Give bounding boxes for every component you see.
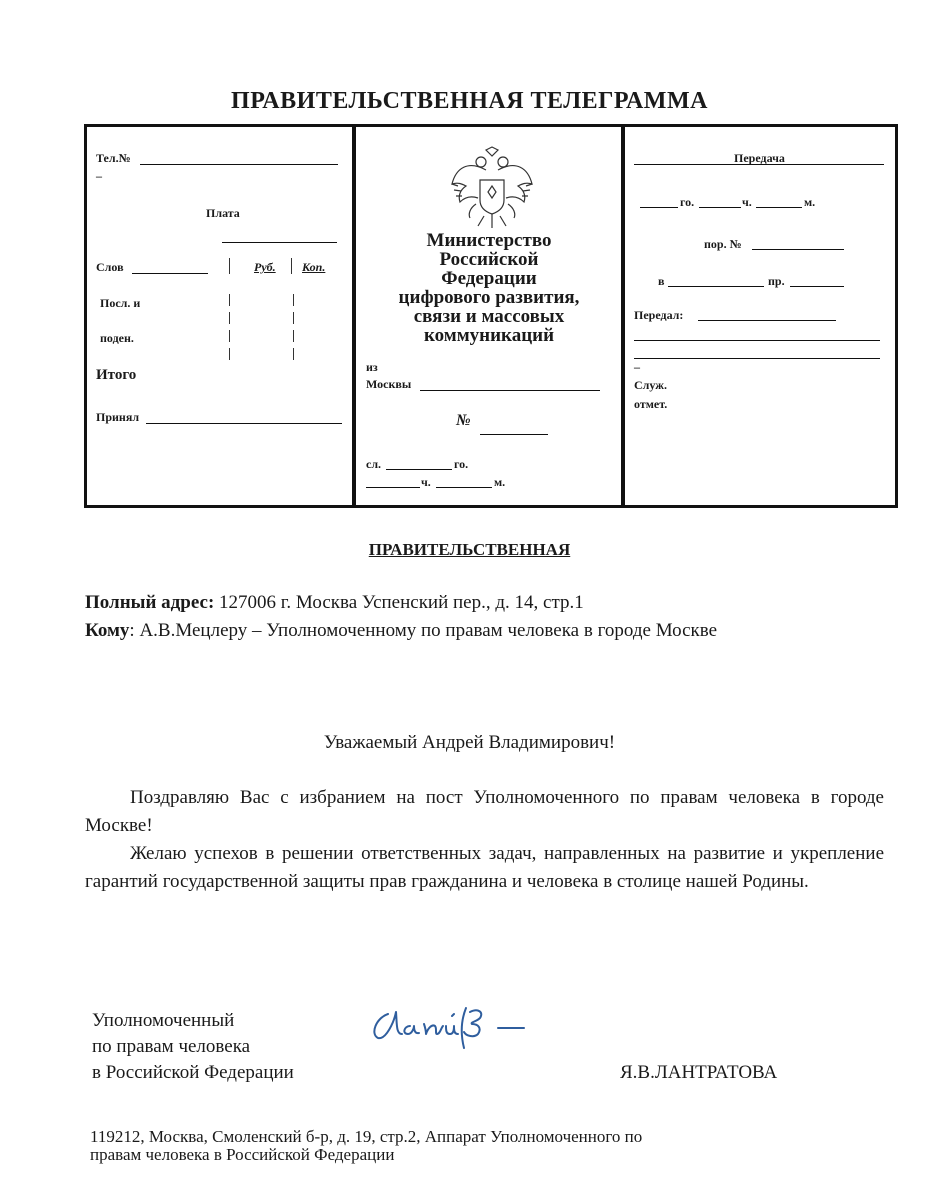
ministry-line: Российской bbox=[439, 249, 539, 270]
footer-line: правам человека в Российской Федерации bbox=[90, 1145, 395, 1164]
posl-label: Посл. и bbox=[100, 296, 141, 310]
blank-line-2 bbox=[634, 344, 880, 359]
signer-title-line: Уполномоченный bbox=[92, 1010, 235, 1031]
footer-line: 119212, Москва, Смоленский б-р, д. 19, стр.2, Аппарат Уполномоченного по bbox=[90, 1127, 643, 1146]
tel-label: Тел.№ bbox=[96, 151, 131, 165]
go-label: го. bbox=[680, 195, 695, 209]
posl-bar-right bbox=[293, 294, 294, 362]
ch-line bbox=[366, 473, 420, 488]
otmet-label: отмет. bbox=[634, 397, 668, 411]
signer-title-line: в Российской Федерации bbox=[92, 1062, 294, 1083]
peredacha-label: Передача bbox=[734, 151, 785, 165]
signer-title bbox=[92, 1008, 294, 1086]
prinyal-line bbox=[146, 409, 342, 424]
nomer-line bbox=[480, 420, 548, 435]
poden-label: поден. bbox=[100, 331, 134, 345]
peredal-label: Передал: bbox=[634, 308, 684, 322]
moskvy-line bbox=[420, 376, 600, 391]
pr-label: пр. bbox=[768, 274, 785, 288]
signer-name: Я.В.ЛАНТРАТОВА bbox=[620, 1062, 778, 1083]
body-paragraph-2: Желаю успехов в решении ответственных задач, направленных на развитие и укрепление гарантий государственной защиты прав гражданина и человека в столице нашей Родины. bbox=[85, 843, 884, 892]
address-label: Полный адрес: bbox=[85, 592, 215, 613]
ch-line-right bbox=[699, 193, 741, 208]
prinyal-label: Принял bbox=[96, 410, 140, 424]
blank-line-1 bbox=[634, 326, 880, 341]
plata-label: Плата bbox=[206, 206, 240, 220]
ministry-line: связи и массовых bbox=[413, 306, 565, 327]
ministry-name bbox=[356, 231, 622, 345]
tel-dash: – bbox=[96, 169, 102, 183]
tel-line bbox=[140, 150, 338, 165]
recipient-line bbox=[85, 620, 717, 642]
recipient-value: : А.В.Мецлеру – Уполномоченному по правам человека в городе Москве bbox=[129, 620, 718, 641]
posl-bar-left bbox=[229, 294, 230, 362]
handwritten-signature bbox=[366, 1000, 546, 1056]
greeting: Уважаемый Андрей Владимирович! bbox=[323, 732, 616, 753]
telegram-form bbox=[84, 124, 898, 508]
ministry-line: Федерации bbox=[441, 268, 537, 289]
peredal-line bbox=[698, 306, 836, 321]
ministry-line: коммуникаций bbox=[423, 325, 555, 346]
por-label: пор. № bbox=[704, 237, 742, 251]
address-value: 127006 г. Москва Успенский пер., д. 14, стр.1 bbox=[214, 592, 584, 613]
recipient-label: Кому bbox=[85, 620, 130, 641]
pr-line bbox=[790, 272, 844, 287]
m-line bbox=[436, 473, 492, 488]
address-line bbox=[85, 592, 584, 614]
sluzh-label: Служ. bbox=[634, 378, 667, 392]
kop-label: Коп. bbox=[302, 260, 326, 274]
ch-label-right: ч. bbox=[742, 195, 752, 209]
m-label-right: м. bbox=[804, 195, 816, 209]
slov-line bbox=[132, 259, 208, 274]
itogo-label: Итого bbox=[96, 367, 137, 383]
ch-label: ч. bbox=[421, 475, 431, 489]
body-paragraph-1: Поздравляю Вас с избранием на пост Уполномоченного по правам человека в городе Москве! bbox=[85, 787, 884, 836]
m-label: м. bbox=[494, 475, 506, 489]
sl-label: сл. bbox=[366, 457, 382, 471]
sl-line bbox=[386, 455, 452, 470]
slov-label: Слов bbox=[96, 260, 124, 274]
ministry-line: цифрового развития, bbox=[398, 287, 580, 308]
m-line-right bbox=[756, 193, 802, 208]
moskvy-label: Москвы bbox=[366, 377, 412, 391]
go-line bbox=[640, 193, 678, 208]
sl-go-label: го. bbox=[454, 457, 469, 471]
plata-top-line bbox=[222, 241, 337, 243]
signer-title-line: по правам человека bbox=[92, 1036, 251, 1057]
iz-label: из bbox=[366, 360, 378, 374]
v-line bbox=[668, 272, 764, 287]
government-stamp: ПРАВИТЕЛЬСТВЕННАЯ bbox=[368, 540, 571, 559]
right-dash: – bbox=[634, 360, 640, 374]
rub-label: Руб. bbox=[254, 260, 276, 274]
rub-bar-right bbox=[291, 258, 292, 274]
telegram-title: ПРАВИТЕЛЬСТВЕННАЯ ТЕЛЕГРАММА bbox=[231, 88, 708, 114]
ministry-line: Министерство bbox=[426, 230, 552, 251]
coat-of-arms-emblem bbox=[448, 146, 536, 232]
footer-address bbox=[90, 1128, 870, 1164]
v-label: в bbox=[658, 274, 665, 288]
rub-bar-left bbox=[229, 258, 230, 274]
nomer-label: № bbox=[456, 412, 471, 429]
por-line bbox=[752, 235, 844, 250]
